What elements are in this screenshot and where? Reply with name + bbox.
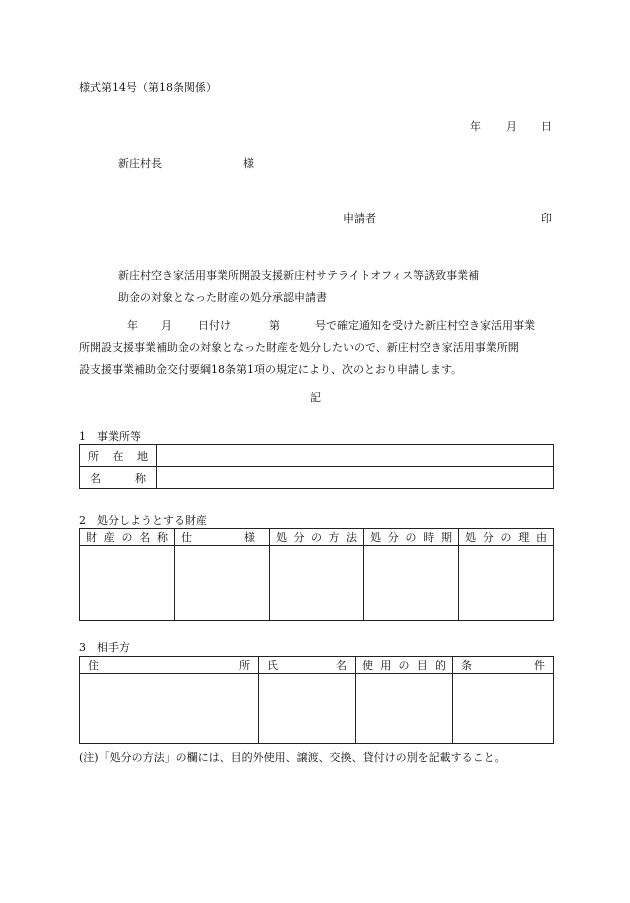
header-purpose: 使 用 の 目 的 <box>362 659 446 672</box>
conditions-field[interactable] <box>453 674 554 744</box>
table-row <box>80 546 554 621</box>
address-field[interactable] <box>80 674 259 744</box>
name-field[interactable] <box>157 467 554 489</box>
header-specification: 仕 様 <box>181 531 255 544</box>
section3-table <box>79 656 554 744</box>
counterparty-name-field[interactable] <box>259 674 356 744</box>
disposal-reason-field[interactable] <box>459 546 554 621</box>
table-header-row <box>80 657 554 674</box>
section1-heading: 1 事業所等 <box>79 430 141 443</box>
footnote: (注)「処分の方法」の欄には、目的外使用、譲渡、交換、貸付けの別を記載すること。 <box>79 751 506 764</box>
header-disposal-reason: 処 分 の 理 由 <box>465 531 547 544</box>
date-day: 日 <box>541 120 552 133</box>
purpose-field[interactable] <box>356 674 453 744</box>
body-line1-text: 号で確定通知を受けた新庄村空き家活用事業 <box>315 319 535 332</box>
body-day: 日付け <box>198 319 231 332</box>
seal-mark: 印 <box>541 212 552 225</box>
section3-heading: 3 相手方 <box>79 641 130 654</box>
document-title <box>118 265 479 309</box>
header-disposal-time: 処 分 の 時 期 <box>370 531 452 544</box>
header-property-name: 財 産 の 名 称 <box>86 531 168 544</box>
date-year: 年 <box>470 120 481 133</box>
recipient-honorific: 様 <box>243 157 254 170</box>
table-row <box>80 674 554 744</box>
section2-heading: 2 処分しようとする財産 <box>79 514 207 527</box>
recipient-name: 新庄村長 <box>118 157 162 170</box>
ki-heading: 記 <box>310 391 321 404</box>
table-row <box>80 445 554 467</box>
body-line-2: 所開設支援事業補助金の対象となった財産を処分したいので、新庄村空き家活用事業所開 <box>79 341 519 354</box>
date-month: 月 <box>506 120 517 133</box>
applicant-label: 申請者 <box>343 212 376 225</box>
title-line-2: 助金の対象となった財産の処分承認申請書 <box>118 291 327 304</box>
header-conditions: 条 件 <box>461 659 545 672</box>
location-label: 所 在 地 <box>88 449 148 463</box>
body-number-prefix: 第 <box>269 319 280 332</box>
body-year: 年 <box>127 319 138 332</box>
section2-table <box>79 528 554 621</box>
header-disposal-method: 処 分 の 方 法 <box>276 531 357 544</box>
section1-table <box>79 444 554 489</box>
header-address: 住 所 <box>88 659 250 672</box>
title-line-1: 新庄村空き家活用事業所開設支援新庄村サテライトオフィス等誘致事業補 <box>118 269 480 282</box>
specification-field[interactable] <box>175 546 270 621</box>
header-name: 氏 名 <box>267 659 347 672</box>
body-paragraph <box>79 315 553 381</box>
body-line-3: 設支援事業補助金交付要綱18条第1項の規定により、次のとおり申請します。 <box>79 363 463 376</box>
property-name-field[interactable] <box>80 546 175 621</box>
disposal-time-field[interactable] <box>364 546 459 621</box>
table-row <box>80 467 554 489</box>
location-field[interactable] <box>157 445 554 467</box>
disposal-method-field[interactable] <box>270 546 364 621</box>
table-header-row <box>80 529 554 546</box>
name-label: 名 称 <box>90 471 146 485</box>
body-month: 月 <box>161 319 172 332</box>
form-number: 様式第14号（第18条関係） <box>79 81 217 94</box>
